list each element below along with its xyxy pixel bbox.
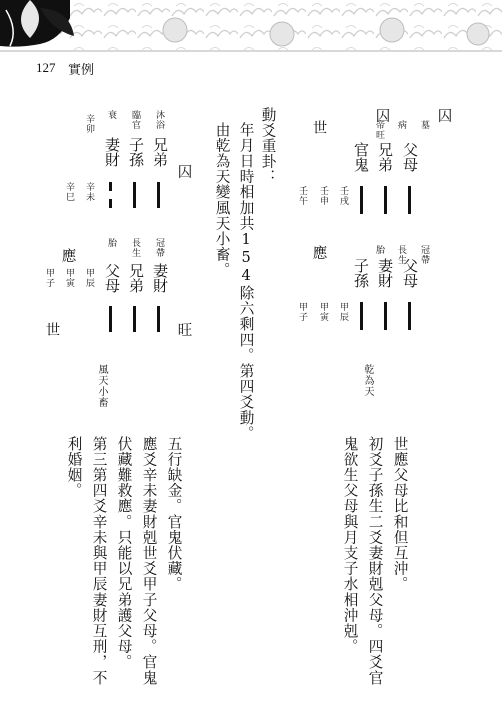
yang-line xyxy=(157,306,160,332)
stage-label: 冠帶 xyxy=(154,238,164,258)
relation-label: 父母 xyxy=(103,263,121,293)
relation-label: 妻財 xyxy=(103,137,121,167)
hexagram-a-corner-left: 囚 xyxy=(373,108,390,123)
relation-label: 兄弟 xyxy=(376,142,394,172)
branch-label: 壬戌 xyxy=(338,186,348,206)
stage-label: 臨官 xyxy=(130,110,140,130)
commentary-line: 初爻子孫生二爻妻財剋父母。四爻官 xyxy=(366,436,384,686)
yang-line xyxy=(408,186,411,214)
commentary-line: 利婚姻。 xyxy=(65,436,83,499)
stage-label: 帝旺 xyxy=(374,120,384,140)
page-number: 127 xyxy=(36,60,56,75)
stage-label: 冠帶 xyxy=(419,245,429,265)
branch-label: 辛巳 xyxy=(64,182,74,202)
relation-label: 妻財 xyxy=(376,258,394,288)
ying-marker: 應 xyxy=(310,245,327,260)
hexagram-name: 乾為天 xyxy=(362,364,373,397)
relation-label: 父母 xyxy=(401,142,419,172)
stage-label: 胎 xyxy=(106,238,116,248)
yang-line xyxy=(384,302,387,330)
commentary-line: 五行缺金。官鬼伏藏。 xyxy=(165,436,183,592)
yang-line xyxy=(133,182,136,208)
hexagram-a-corner-right: 囚 xyxy=(435,108,452,123)
moving-line-text-2: 由乾為天變風天小畜。 xyxy=(213,122,231,278)
shi-marker: 世 xyxy=(43,322,60,337)
relation-label: 子孫 xyxy=(352,258,370,288)
moving-line-heading: 動爻重卦： xyxy=(259,107,277,185)
yang-line xyxy=(360,186,363,214)
relation-label: 官鬼 xyxy=(352,142,370,172)
commentary-line: 應爻辛未妻財剋世爻甲子父母。官鬼 xyxy=(140,436,158,686)
yang-line xyxy=(384,186,387,214)
commentary-line: 第三第四爻辛未與甲辰妻財互刑，不 xyxy=(90,436,108,686)
hexagram-b-corner-right: 旺 xyxy=(175,322,192,337)
branch-label: 甲辰 xyxy=(338,302,348,322)
yang-line xyxy=(360,302,363,330)
branch-label: 壬申 xyxy=(318,186,328,206)
moving-line-text-1: 年月日時相加共154除六剩四。第四爻動。 xyxy=(237,122,255,442)
branch-label: 甲子 xyxy=(297,302,307,322)
branch-label: 甲寅 xyxy=(64,268,74,288)
ying-marker: 應 xyxy=(59,248,76,263)
stage-label: 病 xyxy=(396,120,406,130)
hexagram-name: 風天小畜 xyxy=(96,364,107,408)
stage-label: 衰 xyxy=(106,110,116,120)
relation-label: 父母 xyxy=(401,258,419,288)
commentary-line: 伏藏難救應。只能以兄弟護父母。 xyxy=(115,436,133,670)
branch-label: 壬午 xyxy=(297,186,307,206)
relation-label: 兄弟 xyxy=(151,137,169,167)
yang-line xyxy=(408,302,411,330)
yang-line xyxy=(157,182,160,208)
relation-label: 子孫 xyxy=(127,137,145,167)
branch-label: 甲寅 xyxy=(318,302,328,322)
hexagram-b-corner-left: 囚 xyxy=(175,164,192,179)
chapter-title: 實例 xyxy=(68,63,95,78)
yin-line-upper xyxy=(109,182,112,191)
yin-line-lower xyxy=(109,199,112,208)
cloud-pattern-banner-icon xyxy=(0,0,502,62)
stage-label: 長生 xyxy=(396,245,406,265)
commentary-line: 鬼欲生父母與月支子水相沖剋。 xyxy=(341,436,359,655)
stage-label: 沐浴 xyxy=(154,110,164,130)
yang-line xyxy=(109,306,112,332)
decorative-header-banner xyxy=(0,0,502,62)
relation-label: 妻財 xyxy=(151,263,169,293)
shi-marker: 世 xyxy=(310,120,327,135)
branch-label: 辛卯 xyxy=(84,114,94,134)
branch-label: 甲子 xyxy=(44,268,54,288)
yang-line xyxy=(133,306,136,332)
stage-label: 胎 xyxy=(374,245,384,255)
branch-label: 辛未 xyxy=(84,182,94,202)
stage-label: 長生 xyxy=(130,238,140,258)
relation-label: 兄弟 xyxy=(127,263,145,293)
stage-label: 墓 xyxy=(419,120,429,130)
commentary-line: 世應父母比和但互沖。 xyxy=(391,436,409,592)
branch-label: 甲辰 xyxy=(84,268,94,288)
